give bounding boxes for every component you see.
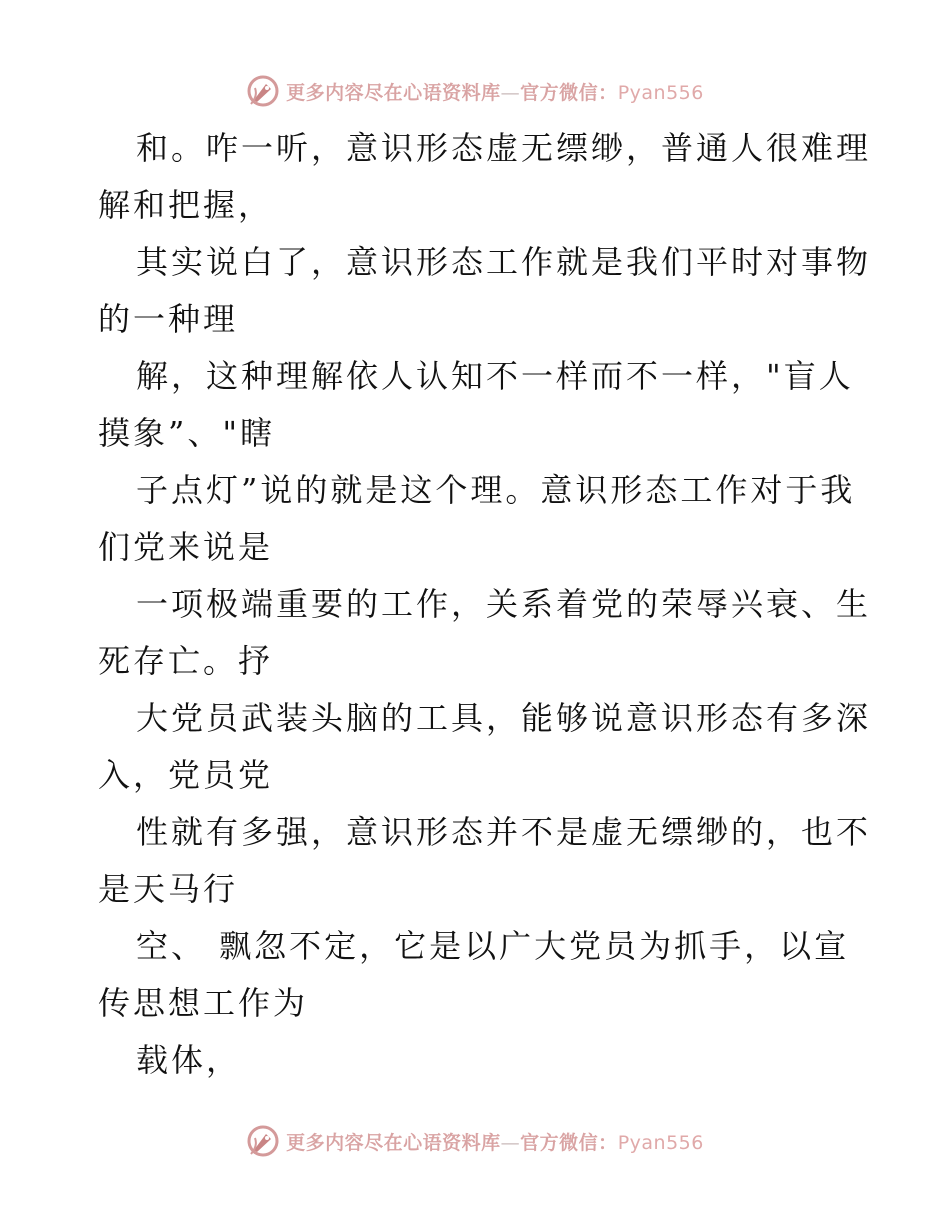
watermark-wechat-label: 官方微信： — [520, 81, 618, 104]
paragraph-line: 和。咋一听，意识形态虚无缥缈，普通人很难理 — [136, 129, 872, 167]
document-body — [98, 120, 872, 1089]
header-watermark — [0, 71, 950, 111]
watermark-brand: 更多内容尽在心语资料库 — [286, 1131, 501, 1154]
paragraph-line: 死存亡。抒 — [98, 642, 274, 680]
watermark-brand: 更多内容尽在心语资料库 — [286, 81, 501, 104]
paragraph-line: 性就有多强，意识形态并不是虚无缥缈的，也不 — [136, 813, 872, 851]
paragraph — [98, 804, 872, 918]
watermark-separator: — — [500, 1131, 521, 1154]
paragraph-line: 们党来说是 — [98, 528, 274, 566]
paragraph-line: 是天马行 — [98, 870, 239, 908]
paragraph — [98, 1032, 858, 1089]
paragraph-line: 摸象”、"瞎 — [98, 414, 276, 452]
watermark-separator: — — [500, 81, 521, 104]
watermark-wechat-id: Pyan556 — [617, 1131, 704, 1154]
paragraph-line: 一项极端重要的工作，关系着党的荣辱兴衰、生 — [136, 585, 872, 623]
paragraph-line: 传思想工作为 — [98, 984, 309, 1022]
watermark-text — [286, 1128, 704, 1155]
footer-watermark — [0, 1121, 950, 1161]
paragraph-line: 子点灯”说的就是这个理。意识形态工作对于我 — [136, 471, 856, 509]
paragraph — [98, 234, 872, 348]
paragraph — [98, 918, 858, 1032]
paragraph — [98, 348, 858, 462]
paragraph-line: 解，这种理解依人认知不一样而不一样，"盲人 — [136, 357, 854, 395]
paragraph-line: 空、 飘忽不定，它是以广大党员为抓手，以宣 — [136, 927, 850, 965]
paragraph-line: 解和把握， — [98, 186, 274, 224]
paragraph-line: 入，党员党 — [98, 756, 274, 794]
pen-nib-seal-icon — [246, 74, 280, 108]
paragraph — [98, 120, 872, 234]
watermark-text — [286, 78, 704, 105]
paragraph — [98, 462, 858, 576]
watermark-wechat-id: Pyan556 — [617, 81, 704, 104]
paragraph-line: 的一种理 — [98, 300, 239, 338]
paragraph — [98, 690, 872, 804]
watermark-wechat-label: 官方微信： — [520, 1131, 618, 1154]
paragraph-line: 载体， — [136, 1041, 242, 1079]
paragraph — [98, 576, 872, 690]
paragraph-line: 其实说白了，意识形态工作就是我们平时对事物 — [136, 243, 872, 281]
pen-nib-seal-icon — [246, 1124, 280, 1158]
paragraph-line: 大党员武装头脑的工具，能够说意识形态有多深 — [136, 699, 872, 737]
